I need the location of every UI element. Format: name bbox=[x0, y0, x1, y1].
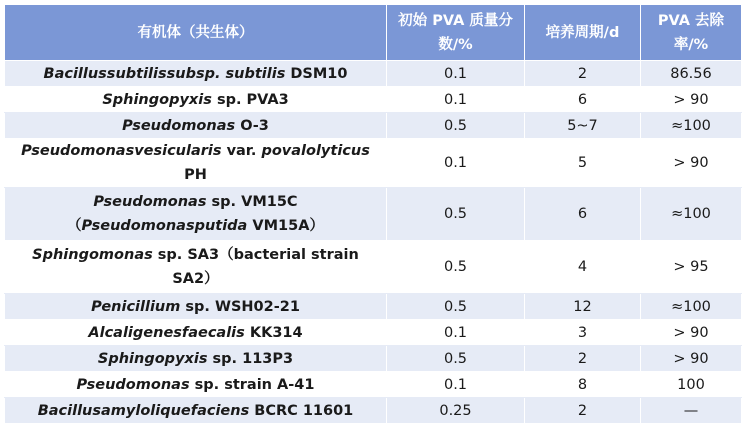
period-cell: 8 bbox=[525, 372, 641, 398]
period-cell: 12 bbox=[525, 294, 641, 320]
header-initial-pva: 初始 PVA 质量分数/% bbox=[387, 5, 525, 61]
organism-name-text: O-3 bbox=[235, 117, 269, 134]
organism-name-text: sp. VM15C bbox=[206, 194, 298, 210]
organism-cell bbox=[5, 346, 387, 372]
initial-pva-cell: 0.5 bbox=[387, 346, 525, 372]
table-row bbox=[5, 188, 742, 241]
table-container bbox=[4, 4, 742, 424]
organism-name-italic: Bacillusamyloliquefaciens bbox=[37, 402, 250, 419]
organism-name-text: DSM10 bbox=[285, 65, 348, 82]
period-cell: 3 bbox=[525, 320, 641, 346]
header-organism: 有机体（共生体） bbox=[5, 5, 387, 61]
table-row bbox=[5, 398, 742, 424]
organism-name-text: sp. WSH02-21 bbox=[180, 298, 300, 315]
removal-cell: ≈100 bbox=[641, 113, 742, 139]
organism-name-italic: Pseudomonasvesicularis bbox=[21, 143, 222, 159]
table-row bbox=[5, 113, 742, 139]
organism-cell bbox=[5, 139, 387, 188]
organism-name-text: sp. 113P3 bbox=[207, 350, 294, 367]
removal-cell: > 90 bbox=[641, 87, 742, 113]
removal-cell: > 90 bbox=[641, 320, 742, 346]
header-row bbox=[5, 5, 742, 61]
organism-name-italic: povalolyticus bbox=[261, 143, 370, 159]
removal-cell: — bbox=[641, 398, 742, 424]
table-row bbox=[5, 320, 742, 346]
organism-cell bbox=[5, 87, 387, 113]
organism-name-italic: Pseudomonasputida bbox=[81, 218, 248, 234]
organism-name-text: BCRC 11601 bbox=[249, 402, 354, 419]
organism-name-text: （ bbox=[67, 218, 82, 234]
initial-pva-cell: 0.1 bbox=[387, 87, 525, 113]
organism-name-text: KK314 bbox=[244, 324, 303, 341]
table-row bbox=[5, 372, 742, 398]
initial-pva-cell: 0.1 bbox=[387, 320, 525, 346]
removal-cell: > 90 bbox=[641, 346, 742, 372]
organism-cell bbox=[5, 372, 387, 398]
removal-cell: ≈100 bbox=[641, 188, 742, 241]
organism-name-text: sp. strain A-41 bbox=[189, 376, 315, 393]
initial-pva-cell: 0.25 bbox=[387, 398, 525, 424]
removal-cell: 100 bbox=[641, 372, 742, 398]
removal-cell: > 90 bbox=[641, 139, 742, 188]
period-cell: 6 bbox=[525, 87, 641, 113]
table-row bbox=[5, 87, 742, 113]
organism-name-italic: Penicillium bbox=[91, 298, 181, 315]
removal-cell: 86.56 bbox=[641, 61, 742, 87]
organism-name-text: PH bbox=[184, 167, 207, 183]
organism-name-text: sp. SA3（bacterial strain bbox=[152, 247, 359, 263]
organism-cell bbox=[5, 294, 387, 320]
organism-name-italic: Bacillussubtilissubsp. subtilis bbox=[43, 65, 286, 82]
organism-name-text: SA2） bbox=[172, 271, 219, 287]
organism-cell bbox=[5, 61, 387, 87]
pva-degradation-table bbox=[4, 4, 742, 424]
header-pva-removal: PVA 去除率/% bbox=[641, 5, 742, 61]
organism-cell bbox=[5, 188, 387, 241]
table-row bbox=[5, 61, 742, 87]
organism-cell bbox=[5, 241, 387, 294]
table-row bbox=[5, 294, 742, 320]
initial-pva-cell: 0.5 bbox=[387, 113, 525, 139]
initial-pva-cell: 0.5 bbox=[387, 294, 525, 320]
organism-name-italic: Sphingopyxis bbox=[97, 350, 208, 367]
header-cultivation-period: 培养周期/d bbox=[525, 5, 641, 61]
removal-cell: > 95 bbox=[641, 241, 742, 294]
period-cell: 2 bbox=[525, 398, 641, 424]
period-cell: 4 bbox=[525, 241, 641, 294]
organism-name-italic: Pseudomonas bbox=[93, 194, 207, 210]
period-cell: 5~7 bbox=[525, 113, 641, 139]
organism-cell bbox=[5, 320, 387, 346]
organism-name-italic: Sphingomonas bbox=[32, 247, 153, 263]
period-cell: 6 bbox=[525, 188, 641, 241]
initial-pva-cell: 0.1 bbox=[387, 61, 525, 87]
organism-cell bbox=[5, 398, 387, 424]
initial-pva-cell: 0.5 bbox=[387, 241, 525, 294]
organism-name-italic: Pseudomonas bbox=[122, 117, 236, 134]
initial-pva-cell: 0.5 bbox=[387, 188, 525, 241]
initial-pva-cell: 0.1 bbox=[387, 372, 525, 398]
period-cell: 2 bbox=[525, 61, 641, 87]
organism-cell bbox=[5, 113, 387, 139]
period-cell: 2 bbox=[525, 346, 641, 372]
table-row bbox=[5, 139, 742, 188]
table-row bbox=[5, 241, 742, 294]
organism-name-text: VM15A） bbox=[247, 218, 324, 234]
organism-name-text: var. bbox=[221, 143, 262, 159]
organism-name-text: sp. PVA3 bbox=[211, 91, 289, 108]
organism-name-italic: Pseudomonas bbox=[76, 376, 190, 393]
organism-name-italic: Sphingopyxis bbox=[102, 91, 212, 108]
organism-name-italic: Alcaligenesfaecalis bbox=[88, 324, 245, 341]
table-body bbox=[5, 61, 742, 424]
table-row bbox=[5, 346, 742, 372]
initial-pva-cell: 0.1 bbox=[387, 139, 525, 188]
period-cell: 5 bbox=[525, 139, 641, 188]
removal-cell: ≈100 bbox=[641, 294, 742, 320]
